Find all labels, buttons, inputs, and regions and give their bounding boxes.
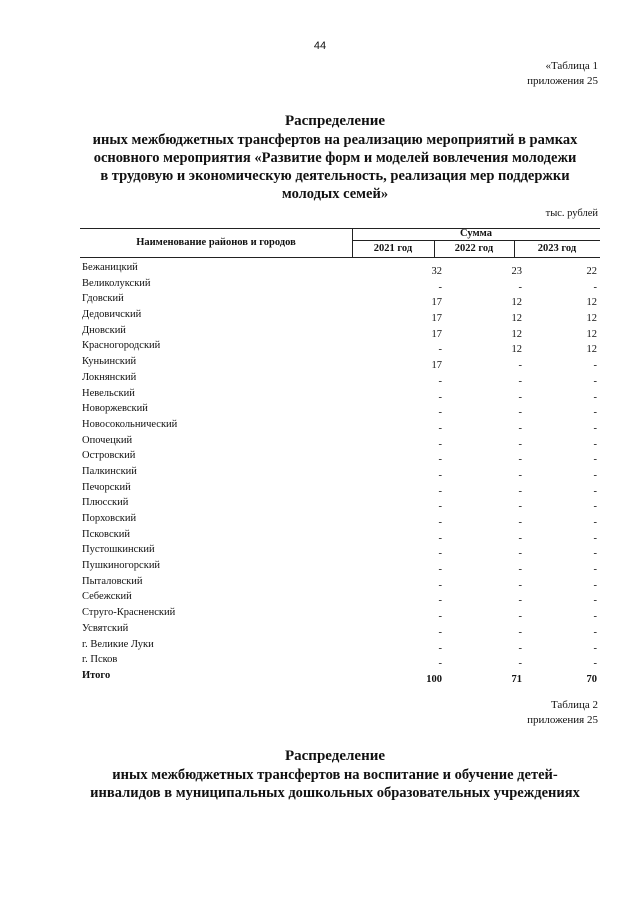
district-name: Дновский <box>82 324 126 336</box>
district-name: Плюсский <box>82 497 129 509</box>
table-row <box>82 529 602 545</box>
amount-2021: - <box>438 611 442 623</box>
amount-2022: - <box>518 360 522 372</box>
header-sum: Сумма <box>460 228 492 239</box>
amount-2022: 12 <box>511 313 522 325</box>
district-name: Бежаницкий <box>82 262 138 273</box>
amount-2023: - <box>593 564 597 576</box>
table-row <box>82 262 602 278</box>
amount-2023: - <box>593 454 597 466</box>
amount-2022: - <box>518 375 522 387</box>
amount-2023: - <box>593 626 597 638</box>
table-row <box>82 544 602 560</box>
table-row <box>82 466 602 482</box>
amount-2023: - <box>593 532 597 544</box>
amount-2023: - <box>593 360 597 372</box>
amount-2021: - <box>438 579 442 591</box>
header-year-2021: 2021 год <box>373 243 413 254</box>
amount-2023: - <box>593 391 597 403</box>
amount-2021: 17 <box>431 328 442 340</box>
district-name: Печорский <box>82 481 131 493</box>
amount-2021: 17 <box>431 360 442 372</box>
header-year-2023: 2023 год <box>537 243 577 254</box>
district-name: Великолукский <box>82 277 151 289</box>
amount-2022: - <box>518 548 522 560</box>
district-name: Куньинский <box>82 356 137 368</box>
amount-2023: - <box>593 579 597 591</box>
amount-2022: - <box>518 485 522 497</box>
appendix-table-label: Таблица 2 <box>550 699 598 711</box>
header-mid-border <box>352 240 600 241</box>
page-number: 44 <box>313 40 327 52</box>
amount-2021: 17 <box>431 313 442 325</box>
district-name: Невельский <box>82 387 135 399</box>
amount-2022: 23 <box>511 266 522 277</box>
district-name: Локнянский <box>82 371 137 383</box>
amount-2022: - <box>518 595 522 607</box>
district-name: Гдовский <box>82 293 124 305</box>
title-line: в трудовую и экономическую деятельность, реализация мер поддержки <box>100 168 570 184</box>
units-label: тыс. рублей <box>545 208 598 219</box>
table-row <box>82 623 602 639</box>
title-line: иных межбюджетных трансфертов на реализацию мероприятий в рамках <box>92 132 578 148</box>
title-line: основного мероприятия «Развитие форм и моделей вовлечения молодежи <box>93 150 577 166</box>
amount-2022: - <box>518 611 522 623</box>
amount-2021: - <box>438 422 442 434</box>
header-bottom-border <box>80 257 600 258</box>
district-name: г. Великие Луки <box>82 638 154 650</box>
amount-2021: - <box>438 454 442 466</box>
district-name: г. Псков <box>82 654 118 666</box>
amount-2023: 12 <box>586 328 597 340</box>
amount-2022: - <box>518 391 522 403</box>
amount-2021: - <box>438 375 442 387</box>
appendix-table-label: «Таблица 1 <box>545 60 598 72</box>
amount-2022: - <box>518 642 522 654</box>
table-row <box>82 403 602 419</box>
table-body <box>82 262 602 686</box>
amount-2023: - <box>593 658 597 670</box>
amount-2023: - <box>593 501 597 513</box>
district-name: Новоржевский <box>82 403 148 415</box>
district-name: Пыталовский <box>82 575 143 587</box>
table-row <box>82 450 602 466</box>
district-name: Пушкиногорский <box>82 560 161 572</box>
amount-2022: - <box>518 501 522 513</box>
district-name: Островский <box>82 450 136 462</box>
title-line: инвалидов в муниципальных дошкольных образовательных учреждениях <box>90 785 580 801</box>
table-row <box>82 482 602 498</box>
district-name: Дедовичский <box>82 309 142 321</box>
amount-2023: - <box>593 375 597 387</box>
amount-2021: - <box>438 407 442 419</box>
district-name: Себежский <box>82 591 132 603</box>
table-row <box>82 356 602 372</box>
district-name: Порховский <box>82 513 137 524</box>
amount-2023: - <box>593 642 597 654</box>
table-row <box>82 654 602 670</box>
appendix-note-1 <box>527 59 598 89</box>
table-total-row <box>82 670 602 686</box>
amount-2022: - <box>518 438 522 450</box>
amount-2022: - <box>518 658 522 670</box>
amount-2022: - <box>518 564 522 576</box>
amount-2021: - <box>438 501 442 513</box>
amount-2021: - <box>438 548 442 560</box>
title-line: иных межбюджетных трансфертов на воспитание и обучение детей- <box>112 767 558 783</box>
amount-2022: - <box>518 579 522 591</box>
table-row <box>82 325 602 341</box>
district-name: Опочецкий <box>82 434 133 446</box>
amount-2023: - <box>593 407 597 419</box>
amount-2021: - <box>438 438 442 450</box>
amount-2022: 71 <box>511 673 522 685</box>
district-name: Новосокольнический <box>82 418 178 430</box>
amount-2021: - <box>438 344 442 356</box>
appendix-note-2 <box>527 698 598 728</box>
table-row <box>82 340 602 356</box>
amount-2022: - <box>518 532 522 544</box>
district-name: Палкинский <box>82 465 137 477</box>
amount-2023: - <box>593 485 597 497</box>
amount-2021: - <box>438 532 442 544</box>
table-row <box>82 560 602 576</box>
amount-2022: 12 <box>511 297 522 309</box>
appendix-ref: приложения 25 <box>527 75 598 87</box>
amount-2023: - <box>593 469 597 481</box>
appendix-ref: приложения 25 <box>527 714 598 726</box>
amount-2023: 12 <box>586 344 597 356</box>
amount-2023: 12 <box>586 297 597 309</box>
table-row <box>82 372 602 388</box>
title-heading: Распределение <box>284 113 386 129</box>
table-row <box>82 435 602 451</box>
district-name: Псковский <box>82 528 130 540</box>
table-row <box>82 576 602 592</box>
amount-2023: - <box>593 422 597 434</box>
amount-2021: - <box>438 391 442 403</box>
amount-2023: - <box>593 517 597 528</box>
table-row <box>82 513 602 529</box>
title-heading: Распределение <box>284 748 386 764</box>
title-line: молодых семей» <box>281 186 389 202</box>
amount-2021: - <box>438 626 442 638</box>
amount-2023: - <box>593 595 597 607</box>
amount-2021: - <box>438 564 442 576</box>
amount-2023: - <box>593 438 597 450</box>
amount-2023: - <box>593 611 597 623</box>
table-row <box>82 639 602 655</box>
amount-2022: - <box>518 281 522 293</box>
amount-2022: - <box>518 469 522 481</box>
table-row <box>82 497 602 513</box>
district-name: Усвятский <box>82 622 129 634</box>
table-row <box>82 388 602 404</box>
total-label: Итого <box>82 669 111 681</box>
amount-2022: - <box>518 517 522 528</box>
amount-2021: - <box>438 281 442 293</box>
amount-2021: - <box>438 658 442 670</box>
amount-2023: 22 <box>586 266 597 277</box>
amount-2023: - <box>593 548 597 560</box>
table-header <box>80 228 600 258</box>
table-row <box>82 278 602 294</box>
table2-title <box>40 747 630 802</box>
amount-2022: 12 <box>511 328 522 340</box>
amount-2021: 100 <box>426 673 442 685</box>
district-name: Струго-Красненский <box>82 607 176 619</box>
amount-2022: - <box>518 422 522 434</box>
amount-2022: - <box>518 626 522 638</box>
table-row <box>82 591 602 607</box>
amount-2021: - <box>438 642 442 654</box>
table-row <box>82 309 602 325</box>
amount-2021: 32 <box>431 266 442 277</box>
table-row <box>82 419 602 435</box>
amount-2023: 12 <box>586 313 597 325</box>
table-row <box>82 293 602 309</box>
district-name: Красногородский <box>82 340 161 352</box>
amount-2022: - <box>518 454 522 466</box>
amount-2022: 12 <box>511 344 522 356</box>
amount-2021: - <box>438 469 442 481</box>
amount-2021: - <box>438 485 442 497</box>
table1-title <box>60 112 610 203</box>
amount-2021: 17 <box>431 297 442 309</box>
header-name: Наименование районов и городов <box>136 237 296 248</box>
amount-2023: - <box>593 281 597 293</box>
amount-2022: - <box>518 407 522 419</box>
amount-2023: 70 <box>586 673 597 685</box>
amount-2021: - <box>438 595 442 607</box>
header-year-2022: 2022 год <box>454 243 494 254</box>
district-name: Пустошкинский <box>82 544 155 556</box>
table-row <box>82 607 602 623</box>
amount-2021: - <box>438 517 442 528</box>
